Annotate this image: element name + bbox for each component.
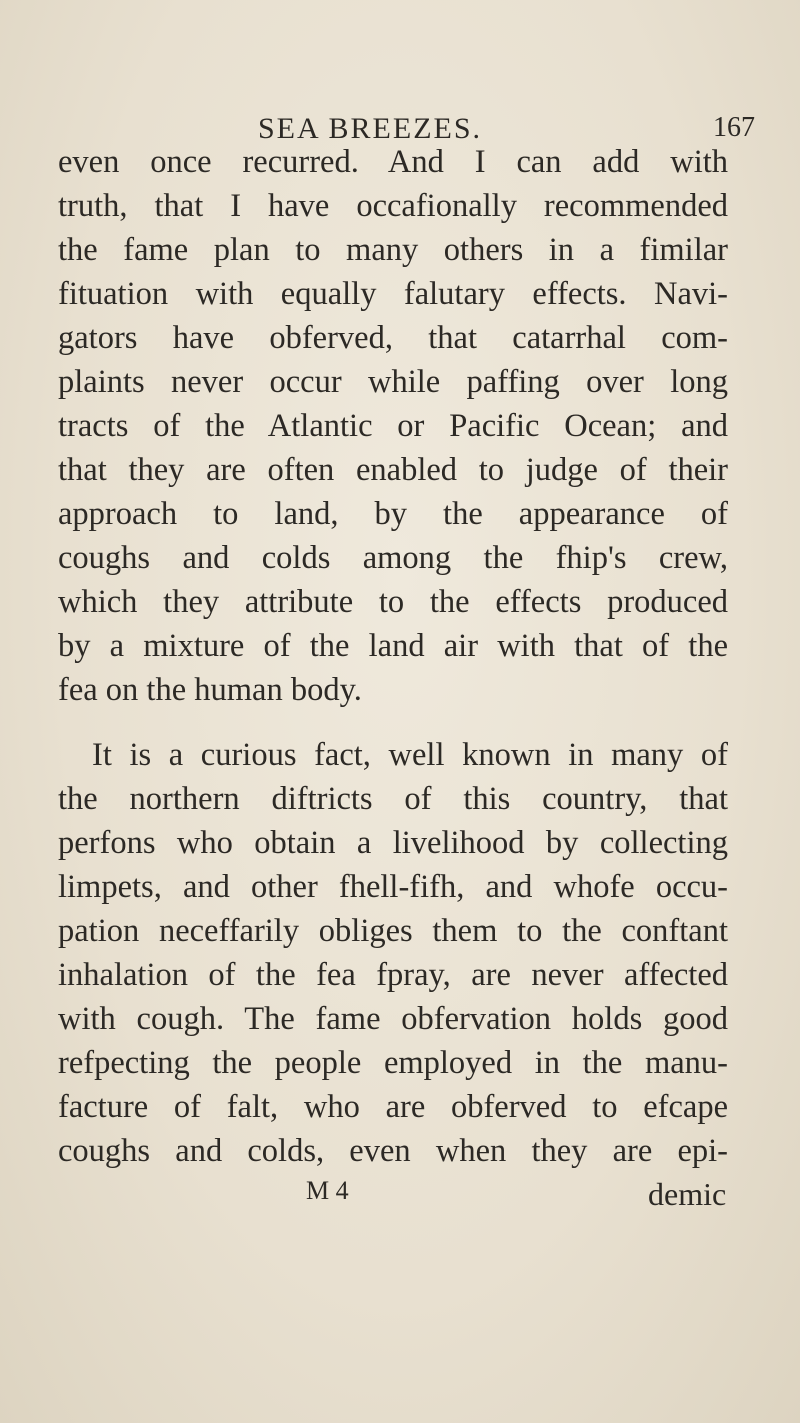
text-line: coughs and colds, even when they are epi- — [58, 1133, 728, 1169]
text-line: fituation with equally falutary effects. Navi- — [58, 276, 728, 312]
page-number: 167 — [713, 112, 755, 143]
page-footer — [0, 1176, 800, 1216]
text-line: facture of falt, who are obferved to efcape — [58, 1089, 728, 1125]
text-line: by a mixture of the land air with that of the — [58, 628, 728, 664]
text-line: fea on the human body. — [58, 672, 362, 708]
text-line: perfons who obtain a livelihood by collecting — [58, 825, 728, 861]
text-line: that they are often enabled to judge of their — [58, 452, 728, 488]
text-line: the northern diftricts of this country, that — [58, 781, 728, 817]
running-title: SEA BREEZES. — [258, 112, 483, 145]
text-line: tracts of the Atlantic or Pacific Ocean; and — [58, 408, 728, 444]
catchword: demic — [648, 1176, 727, 1212]
text-line: which they attribute to the effects produced — [58, 584, 728, 620]
text-line: gators have obferved, that catarrhal com- — [58, 320, 728, 356]
text-line: refpecting the people employed in the manu- — [58, 1045, 728, 1081]
text-line: limpets, and other fhell-fifh, and whofe occu- — [58, 869, 728, 905]
text-line: It is a curious fact, well known in many of — [92, 737, 728, 773]
text-line: plaints never occur while paffing over long — [58, 364, 728, 400]
text-line: pation neceffarily obliges them to the conftant — [58, 913, 728, 949]
text-line: coughs and colds among the fhip's crew, — [58, 540, 728, 576]
text-line: approach to land, by the appearance of — [58, 496, 728, 532]
text-line: with cough. The fame obfervation holds good — [58, 1001, 728, 1037]
text-line: truth, that I have occafionally recommended — [58, 188, 728, 224]
text-line: even once recurred. And I can add with — [58, 144, 728, 180]
text-line: the fame plan to many others in a fimilar — [58, 232, 728, 268]
signature-mark: M 4 — [306, 1176, 349, 1205]
text-line: inhalation of the fea fpray, are never affected — [58, 957, 728, 993]
